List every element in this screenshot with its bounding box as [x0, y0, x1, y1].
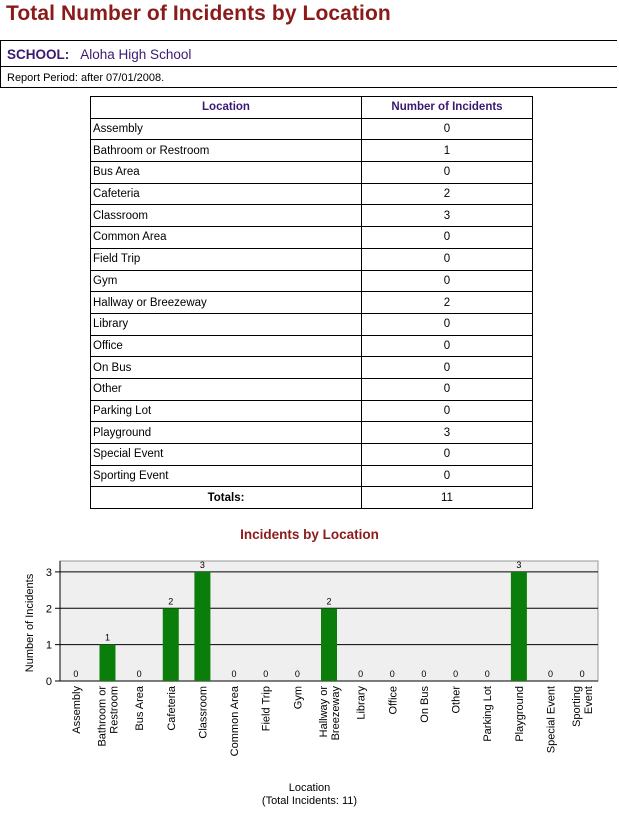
- count-cell: 3: [362, 422, 533, 444]
- bar-value-label: 1: [104, 632, 110, 643]
- bar-value-label: 0: [136, 669, 142, 679]
- y-axis-title: Number of Incidents: [24, 573, 36, 673]
- y-tick-label: 0: [45, 676, 52, 688]
- location-cell: Assembly: [91, 118, 362, 140]
- category-label: Gym: [292, 686, 305, 710]
- school-name: Aloha High School: [80, 47, 192, 62]
- bar-value-label: 0: [548, 669, 554, 679]
- count-cell: 0: [362, 465, 533, 487]
- location-cell: Library: [91, 313, 362, 335]
- x-axis-title: [0, 782, 619, 808]
- location-header: Location: [91, 97, 362, 119]
- location-cell: On Bus: [91, 357, 362, 379]
- y-tick-label: 1: [45, 639, 52, 652]
- count-cell: 0: [362, 357, 533, 379]
- category-label: Office: [387, 686, 400, 715]
- table-row: [91, 378, 533, 400]
- location-cell: Classroom: [91, 205, 362, 227]
- location-cell: Playground: [91, 422, 362, 444]
- school-divider: [1, 66, 617, 67]
- bar-value-label: 0: [231, 669, 237, 679]
- location-cell: Cafeteria: [91, 183, 362, 205]
- location-cell: Parking Lot: [91, 400, 362, 422]
- count-cell: 0: [362, 378, 533, 400]
- bar-value-label: 3: [199, 559, 205, 570]
- table-row: [91, 335, 533, 357]
- bar-value-label: 0: [389, 669, 395, 679]
- category-label: Classroom: [197, 686, 210, 739]
- category-label: On Bus: [418, 686, 431, 723]
- category-label: Assembly: [70, 686, 83, 734]
- incidents-bar-chart: [0, 550, 619, 782]
- count-cell: 0: [362, 118, 533, 140]
- location-cell: Field Trip: [91, 248, 362, 270]
- category-label: Library: [355, 686, 368, 720]
- bar-value-label: 3: [516, 559, 522, 570]
- location-cell: Bathroom or Restroom: [91, 140, 362, 162]
- table-row: [91, 444, 533, 466]
- category-label: Other: [450, 686, 463, 714]
- school-line: [7, 47, 191, 62]
- location-cell: Sporting Event: [91, 465, 362, 487]
- table-row: [91, 270, 533, 292]
- table-row: [91, 422, 533, 444]
- bar-value-label: 0: [579, 669, 585, 679]
- category-label: Bathroom orRestroom: [96, 686, 121, 747]
- bar-value-label: 2: [168, 596, 174, 607]
- category-label: Cafeteria: [165, 686, 178, 731]
- location-cell: Hallway or Breezeway: [91, 292, 362, 314]
- bar: [99, 645, 115, 681]
- table-row: [91, 248, 533, 270]
- chart-title: Incidents by Location: [240, 527, 379, 542]
- category-label: Playground: [513, 686, 526, 742]
- totals-value: 11: [362, 487, 533, 509]
- table-header-row: [91, 97, 533, 119]
- totals-label: Totals:: [91, 487, 362, 509]
- bar-value-label: 0: [358, 669, 364, 679]
- totals-row: [91, 487, 533, 509]
- bar: [511, 572, 527, 681]
- bar-value-label: 0: [294, 669, 300, 679]
- count-cell: 0: [362, 335, 533, 357]
- location-cell: Bus Area: [91, 162, 362, 184]
- bar-value-label: 0: [73, 669, 79, 679]
- incidents-table: [90, 96, 533, 509]
- location-cell: Special Event: [91, 444, 362, 466]
- category-label: Common Area: [229, 686, 242, 757]
- count-cell: 0: [362, 248, 533, 270]
- category-label: Bus Area: [134, 686, 147, 731]
- report-period: Report Period: after 07/01/2008.: [7, 72, 165, 84]
- table-row: [91, 140, 533, 162]
- bar-value-label: 2: [326, 596, 332, 607]
- category-label: Field Trip: [260, 686, 273, 732]
- table-row: [91, 227, 533, 249]
- table-row: [91, 292, 533, 314]
- table-row: [91, 313, 533, 335]
- count-cell: 3: [362, 205, 533, 227]
- count-cell: 1: [362, 140, 533, 162]
- report-title: Total Number of Incidents by Location: [6, 2, 391, 25]
- table-row: [91, 400, 533, 422]
- bar: [194, 572, 210, 681]
- school-label: SCHOOL:: [7, 47, 70, 62]
- location-cell: Common Area: [91, 227, 362, 249]
- location-cell: Gym: [91, 270, 362, 292]
- count-cell: 0: [362, 400, 533, 422]
- table-row: [91, 118, 533, 140]
- category-label: Special Event: [545, 686, 558, 754]
- category-label: Parking Lot: [482, 686, 495, 742]
- count-cell: 2: [362, 292, 533, 314]
- bar-value-label: 0: [453, 669, 459, 679]
- table-row: [91, 357, 533, 379]
- category-label: SportingEvent: [571, 686, 596, 727]
- location-cell: Office: [91, 335, 362, 357]
- bar-value-label: 0: [263, 669, 269, 679]
- count-cell: 0: [362, 444, 533, 466]
- count-cell: 2: [362, 183, 533, 205]
- total-incidents-label: (Total Incidents: 11): [261, 795, 358, 807]
- count-cell: 0: [362, 162, 533, 184]
- x-axis-label: Location: [288, 782, 331, 794]
- count-cell: 0: [362, 227, 533, 249]
- table-body: [91, 118, 533, 508]
- table-row: [91, 205, 533, 227]
- table-row: [91, 465, 533, 487]
- y-tick-label: 3: [45, 566, 52, 579]
- bar-value-label: 0: [421, 669, 427, 679]
- table-row: [91, 183, 533, 205]
- count-header: Number of Incidents: [362, 97, 533, 119]
- count-cell: 0: [362, 270, 533, 292]
- category-label: Hallway orBreezeway: [318, 686, 342, 741]
- table-row: [91, 162, 533, 184]
- school-info-box: [0, 40, 617, 88]
- y-tick-label: 2: [45, 603, 52, 616]
- bar: [321, 608, 337, 681]
- count-cell: 0: [362, 313, 533, 335]
- bar: [163, 608, 179, 681]
- location-cell: Other: [91, 378, 362, 400]
- bar-value-label: 0: [484, 669, 490, 679]
